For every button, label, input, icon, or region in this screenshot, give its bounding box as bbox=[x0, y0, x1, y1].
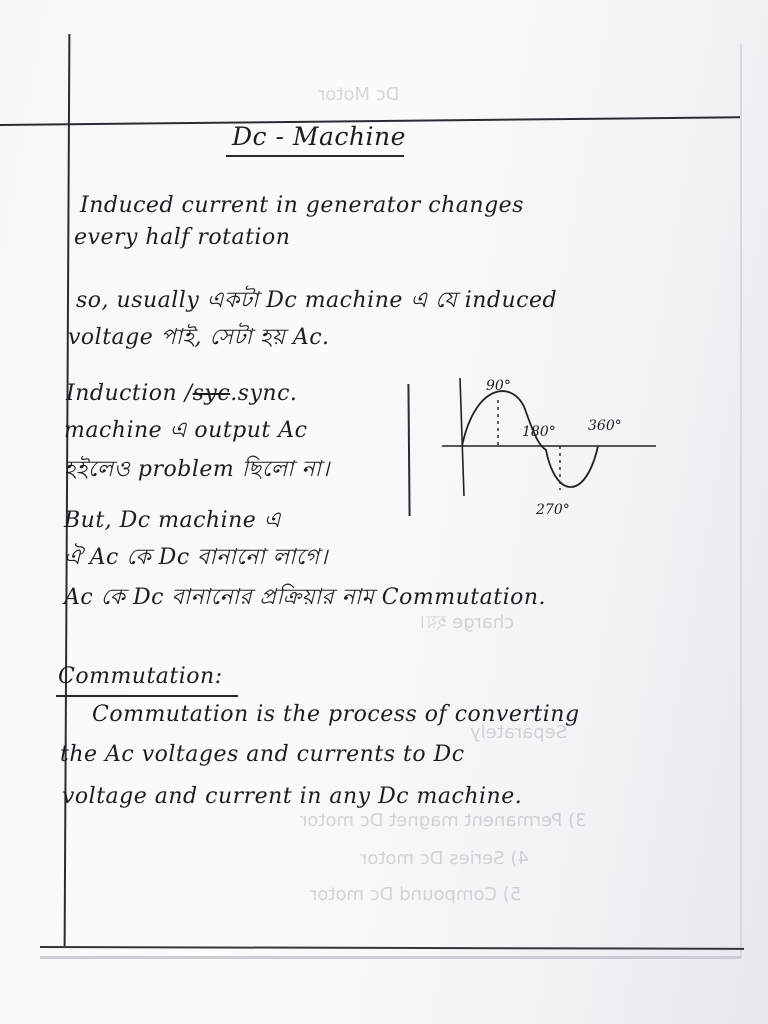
note-text: .sync. bbox=[230, 381, 298, 406]
wave-label-360: 360° bbox=[588, 418, 622, 434]
section-heading: Commutation: bbox=[58, 664, 223, 689]
note-line bbox=[66, 381, 297, 406]
note-line: voltage পাই, সেটা হয় Ac. bbox=[68, 325, 330, 350]
note-line: হইলেও problem ছিলো না। bbox=[64, 457, 330, 482]
wave-label-90: 90° bbox=[486, 378, 511, 394]
paragraph-line: Commutation is the process of converting bbox=[92, 702, 580, 727]
note-text: Induction / bbox=[66, 381, 193, 406]
sine-wave-sketch bbox=[436, 360, 666, 524]
note-line: But, Dc machine এ bbox=[64, 508, 282, 533]
note-line: machine এ output Ac bbox=[64, 418, 308, 443]
page-title: Dc - Machine bbox=[232, 122, 406, 151]
struck-text: syc bbox=[192, 381, 231, 406]
paragraph-line: the Ac voltages and currents to Dc bbox=[60, 742, 465, 767]
note-line: Ac কে Dc বানানোর প্রক্রিয়ার নাম Commutation. bbox=[64, 585, 547, 610]
show-through-text: Dc Motor bbox=[318, 84, 400, 105]
note-line: every half rotation bbox=[74, 225, 291, 250]
title-underline bbox=[226, 155, 404, 157]
show-through-text: charge হয়। bbox=[420, 612, 515, 633]
paragraph-line: voltage and current in any Dc machine. bbox=[62, 784, 523, 809]
show-through-text: 5) Compound Dc motor bbox=[310, 884, 522, 905]
note-line: so, usually একটা Dc machine এ যে induced bbox=[76, 288, 558, 313]
heading-underline bbox=[56, 695, 238, 697]
note-line: ঐ Ac কে Dc বানানো লাগে। bbox=[64, 545, 329, 570]
note-line: Induced current in generator changes bbox=[80, 193, 524, 218]
wave-label-180: 180° bbox=[522, 424, 556, 440]
show-through-text: Separately bbox=[470, 722, 568, 743]
show-through-text: 3) Permanent magnet Dc motor bbox=[300, 810, 587, 831]
wave-label-270: 270° bbox=[536, 502, 570, 518]
show-through-text: 4) Series Dc motor bbox=[360, 848, 529, 869]
